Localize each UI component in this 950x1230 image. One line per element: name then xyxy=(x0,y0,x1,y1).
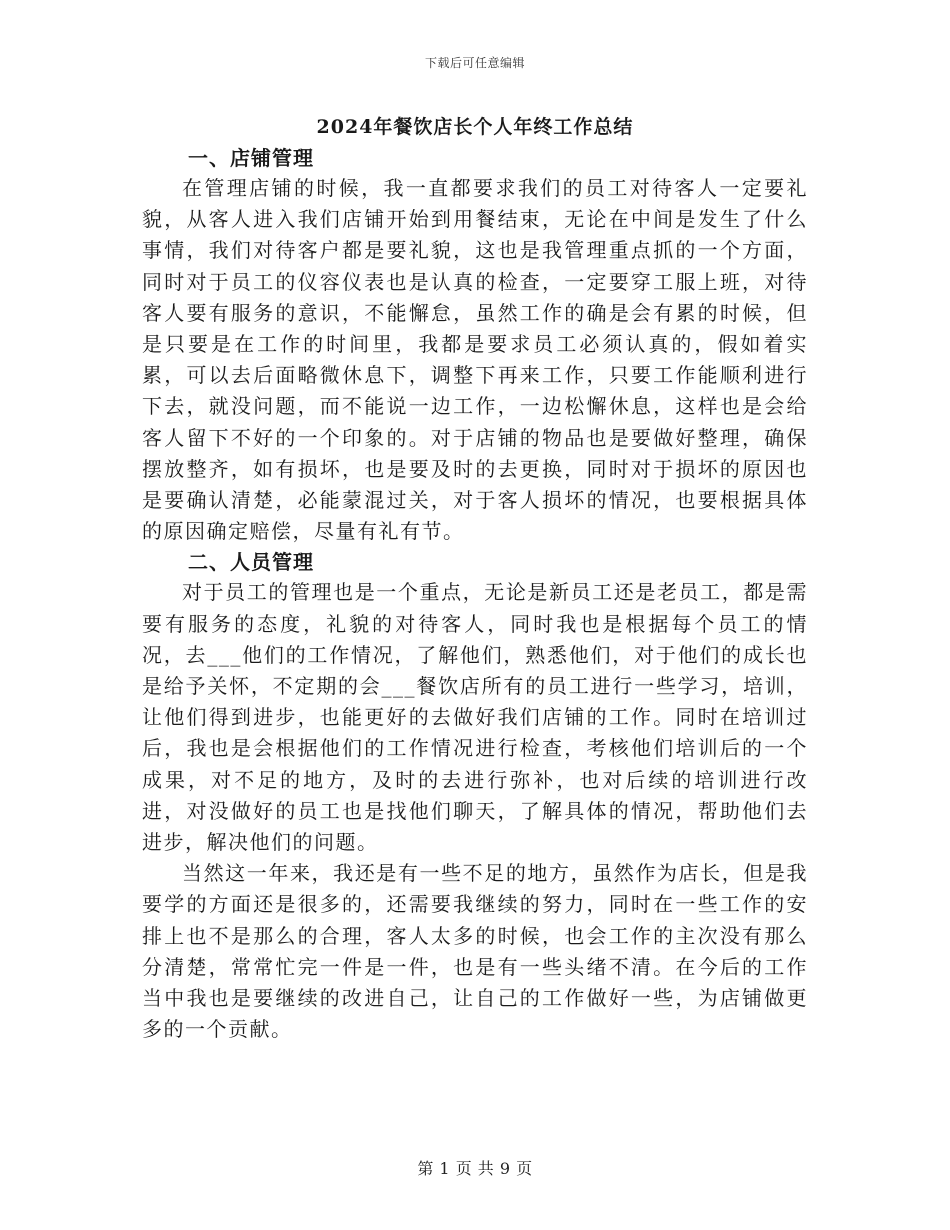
document-title: 2024年餐饮店长个人年终工作总结 xyxy=(316,116,634,138)
section-heading-store-management: 一、店铺管理 xyxy=(188,146,314,170)
document-body xyxy=(142,143,808,1045)
header-note: 下载后可任意编辑 xyxy=(424,56,525,70)
page-indicator: 第 1 页 共 9 页 xyxy=(417,1159,533,1178)
paragraph: 在管理店铺的时候，我一直都要求我们的员工对待客人一定要礼貌，从客人进入我们店铺开始到用餐结束，无论在中间是发生了什么事情，我们对待客户都是要礼貌，这也是我管理重点抓的一个方面，同时对于员工的仪容仪表也是认真的检查，一定要穿工服上班，对待客人要有服务的意识，不能懈怠，虽然工作的确是会有累的时候，但是只要是在工作的时间里，我都是要求员工必须认真的，假如着实累，可以去后面略微休息下，调整下再来工作，只要工作能顺利进行下去，就没问题，而不能说一边工作，一边松懈休息，这样也是会给客人留下不好的一个印象的。对于店铺的物品也是要做好整理，确保摆放整齐，如有损坏，也是要及时的去更换，同时对于损坏的原因也是要确认清楚，必能蒙混过关，对于客人损坏的情况，也要根据具体的原因确定赔偿，尽量有礼有节。 xyxy=(142,176,808,544)
paragraph: 对于员工的管理也是一个重点，无论是新员工还是老员工，都是需要有服务的态度，礼貌的对待客人，同时我也是根据每个员工的情况，去___他们的工作情况，了解他们，熟悉他们，对于他们的成长也是给予关怀，不定期的会___餐饮店所有的员工进行一些学习，培训，让他们得到进步，也能更好的去做好我们店铺的工作。同时在培训过后，我也是会根据他们的工作情况进行检查，考核他们培训后的一个成果，对不足的地方，及时的去进行弥补，也对后续的培训进行改进，对没做好的员工也是找他们聊天，了解具体的情况，帮助他们去进步，解决他们的问题。 xyxy=(142,580,808,855)
section-heading-staff-management: 二、人员管理 xyxy=(188,550,314,575)
paragraph: 当然这一年来，我还是有一些不足的地方，虽然作为店长，但是我要学的方面还是很多的，还需要我继续的努力，同时在一些工作的安排上也不是那么的合理，客人太多的时候，也会工作的主次没有那么分清楚，常常忙完一件是一件，也是有一些头绪不清。在今后的工作当中我也是要继续的改进自己，让自己的工作做好一些，为店铺做更多的一个贡献。 xyxy=(142,861,808,1042)
